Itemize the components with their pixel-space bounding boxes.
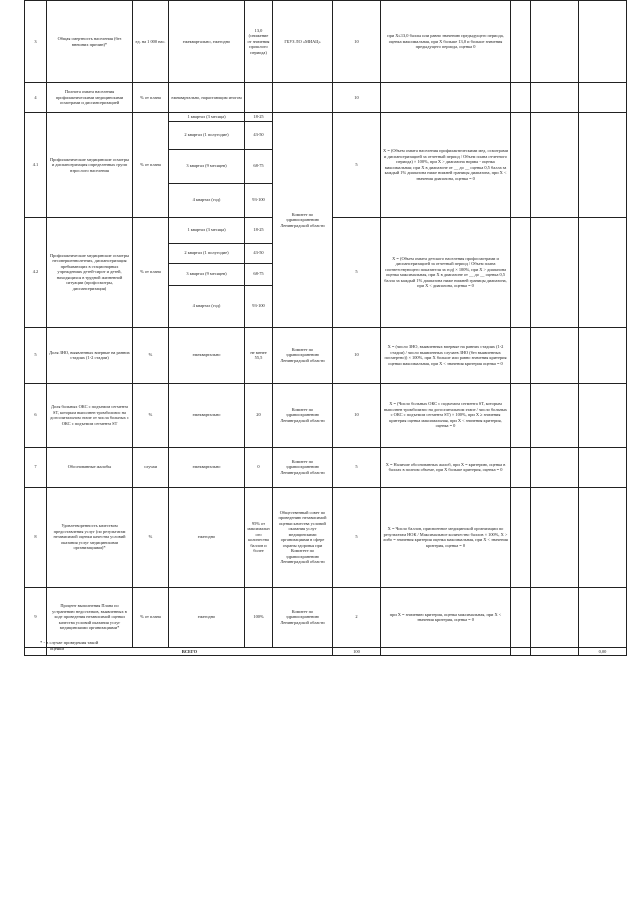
table-row (25, 327, 627, 383)
unit-cell: % от плана (133, 587, 169, 647)
period-cell: 4 квартал (год) (169, 183, 245, 217)
source-cell: Общественный совет по проведению независимой оценки качества условий оказания услуг медицинскими организациями в сфере охраны здоровья при Комитете по здравоохранению Ленинградской области (273, 487, 333, 587)
source-cell: Комитет по здравоохранению Ленинградской области (273, 383, 333, 447)
empty-cell (579, 113, 627, 218)
weight-cell: 5 (333, 217, 381, 327)
weight-cell: 2 (333, 587, 381, 647)
empty-cell (511, 113, 531, 218)
indicator-name: Профилактические медицинские осмотры несовершеннолетних, диспансеризация пребывающих в стационарных учреждениях детей-сирот и детей, находящихся в трудной жизненной ситуации (профосмотры, диспансеризация) (47, 217, 133, 327)
period-cell: ежеквартально (169, 383, 245, 447)
weight-cell: 5 (333, 487, 381, 587)
total-weight: 100 (333, 647, 381, 656)
row-number: 4.1 (25, 113, 47, 218)
period-cell: ежеквартально, ежегодно (169, 1, 245, 83)
table-row (25, 487, 627, 587)
period-cell: ежеквартально, нарастающим итогом (169, 83, 245, 113)
criterion-value: 68-75 (245, 149, 273, 183)
criterion-value: 20 (245, 383, 273, 447)
period-cell: 3 квартал (9 месяцев) (169, 263, 245, 285)
criterion-value: 18-25 (245, 113, 273, 122)
method-cell: Х = Наличие обоснованных жалоб, при Х = критерию, оценка в баллах в полном объеме, при Х больше критерия, оценка = 0 (381, 447, 511, 487)
empty-cell (531, 327, 579, 383)
empty-cell (531, 383, 579, 447)
empty-cell (273, 83, 333, 113)
empty-cell (531, 217, 579, 327)
empty-cell (531, 447, 579, 487)
source-cell: Комитет по здравоохранению Ленинградской области (273, 327, 333, 383)
indicator-name: Доля больных ОКС с подъемом сегмента ST, которым выполнен тромболизис на догоспитальном этапе от числа больных с ОКС с подъемом сегмента ST (47, 383, 133, 447)
row-number: 6 (25, 383, 47, 447)
period-cell: ежегодно (169, 587, 245, 647)
period-cell: ежеквартально (169, 447, 245, 487)
empty-cell (579, 327, 627, 383)
empty-cell (511, 383, 531, 447)
method-cell: при Х = значению критерия, оценка максимальная, при Х < значения критерия, оценка = 0 (381, 587, 511, 647)
method-cell: Х = (Объем охвата детского населения профосмотрами и диспансеризацией за отчетный период / Объем плана соответствующего показателя за год) × 100%, при Х > диапазона оценка максимальная, при Х в диапазоне от __ до __ оценка 0,5 балла за каждый 1% диапазона ниже нижней границы диапазона, при Х < диапазона, оценка = 0 (381, 217, 511, 327)
unit-cell: % от плана (133, 113, 169, 218)
row-number: 5 (25, 327, 47, 383)
indicator-name: Удовлетворенность качеством предоставления услуг (по результатам независимой оценки качества условий оказания услуг медицинскими организациями)* (47, 487, 133, 587)
empty-cell (579, 383, 627, 447)
row-number: 4.2 (25, 217, 47, 327)
row-number: 4 (25, 83, 47, 113)
criterion-value: не менее 55,5 (245, 327, 273, 383)
unit-cell: % (133, 327, 169, 383)
indicator-name: Профилактические медицинские осмотры и диспансеризация определенных групп взрослого населения (47, 113, 133, 218)
period-cell: 4 квартал (год) (169, 285, 245, 327)
criterion-value: 43-50 (245, 243, 273, 263)
weight-cell: 5 (333, 113, 381, 218)
row-number: 8 (25, 487, 47, 587)
empty-cell (511, 83, 531, 113)
weight-cell: 10 (333, 83, 381, 113)
empty-cell (245, 83, 273, 113)
source-cell: Комитет по здравоохранению Ленинградской области (273, 447, 333, 487)
table-row (25, 1, 627, 83)
unit-cell: % (133, 383, 169, 447)
table-row (25, 113, 627, 122)
total-score: 0,00 (579, 647, 627, 656)
empty-cell (511, 647, 531, 656)
empty-cell (531, 587, 579, 647)
empty-cell (531, 113, 579, 218)
period-cell: 2 квартал (1 полугодие) (169, 121, 245, 149)
table-row (25, 587, 627, 647)
empty-cell (579, 587, 627, 647)
source-cell: Комитет по здравоохранению Ленинградской области (273, 113, 333, 328)
weight-cell: 10 (333, 327, 381, 383)
method-cell: Х = Число баллов, присвоенное медицинской организации по результатам НОК / Максимальное количество баллов × 100%, Х > либо = значения критерия оценка максимальная, при Х < значения критерия, оценка = 0 (381, 487, 511, 587)
method-cell: Х = (число ЗНО, выявленных впервые на ранних стадиях (1-2 стадии) / число выявленных случаев ЗНО (без выявленных посмертно)) × 100%, при Х больше или равно значения критерия оценки максимальная, при Х < значения критерия оценка = 0 (381, 327, 511, 383)
indicator-name: Процент выполнения Плана по устранению недостатков, выявленных в ходе проведения независимой оценки качества условий оказания услуг медицинскими организациями* (47, 587, 133, 647)
criterion-value: 13,0 (снижение от значения прошлого периода) (245, 1, 273, 83)
unit-cell: ед. на 1 000 нас. (133, 1, 169, 83)
indicator-name: Доля ЗНО, выявленных впервые на ранних стадиях (1-2 стадии) (47, 327, 133, 383)
table-row (25, 83, 627, 113)
empty-cell (579, 1, 627, 83)
empty-cell (531, 487, 579, 587)
weight-cell: 5 (333, 447, 381, 487)
criterion-value: 18-25 (245, 217, 273, 243)
footnote-line: оценки (50, 645, 64, 651)
source-cell: Комитет по здравоохранению Ленинградской области (273, 587, 333, 647)
unit-cell: % (133, 487, 169, 587)
table-row (25, 447, 627, 487)
criterion-value: 95% от максимального количества баллов и более (245, 487, 273, 587)
period-cell: 3 квартал (9 месяцев) (169, 149, 245, 183)
empty-cell (381, 647, 511, 656)
unit-cell: случаи (133, 447, 169, 487)
period-cell: ежегодно (169, 487, 245, 587)
footnote (40, 640, 130, 652)
indicator-name: Общая смертность населения (без внешних причин)* (47, 1, 133, 83)
method-cell: Х = (Объем охвата населения профилактическими мед. осмотрами и диспансеризацией за отчетный период / Объем плана отчетного периода) × 100%, при Х > диапазона нормы - оценка максимальная; при Х в диапазоне от __ до __ оценка 0,5 балла за каждый 1% диапазона ниже нижней границы диапазона, при Х < значения диапазона, оценка = 0 (381, 113, 511, 218)
indicator-name: Обоснованные жалобы (47, 447, 133, 487)
empty-cell (381, 83, 511, 113)
criterion-value: 43-50 (245, 121, 273, 149)
total-label: ВСЕГО (47, 647, 333, 656)
empty-cell (531, 647, 579, 656)
period-cell: 1 квартал (3 месяца) (169, 217, 245, 243)
row-number: 3 (25, 1, 47, 83)
source-cell: ГБУЗ ЛО «МИАЦ» (273, 1, 333, 83)
empty-cell (579, 487, 627, 587)
unit-cell: % от плана (133, 83, 169, 113)
weight-cell: 10 (333, 383, 381, 447)
empty-cell (511, 327, 531, 383)
criterion-value: 0 (245, 447, 273, 487)
empty-cell (511, 587, 531, 647)
empty-cell (511, 1, 531, 83)
period-cell: ежеквартально (169, 327, 245, 383)
method-cell: Х = (Число больных ОКС с подъемом сегмента ST, которым выполнен тромболизис на догоспитальном этапе / число больных с ОКС с подъемом сегмента ST) × 100%, при Х ≥ значения критерия оценка максимальная, при Х < значения критерия, оценка = 0 (381, 383, 511, 447)
empty-cell (531, 83, 579, 113)
period-cell: 2 квартал (1 полугодие) (169, 243, 245, 263)
table-row (25, 383, 627, 447)
weight-cell: 10 (333, 1, 381, 83)
empty-cell (579, 83, 627, 113)
criterion-value: 68-75 (245, 263, 273, 285)
criterion-value: 93-100 (245, 285, 273, 327)
row-number: 9 (25, 587, 47, 647)
criterion-value: 93-100 (245, 183, 273, 217)
criteria-table (24, 0, 627, 656)
empty-cell (511, 217, 531, 327)
row-number: 7 (25, 447, 47, 487)
empty-cell (531, 1, 579, 83)
unit-cell: % от плана (133, 217, 169, 327)
empty-cell (579, 217, 627, 327)
empty-cell (579, 447, 627, 487)
criterion-value: 100% (245, 587, 273, 647)
method-cell: при Х≤13,0 баллы или равно значению предыдущего периода, оценка максимальная, при Х больше 13,0 и больше значения предыдущего периода, оценка 0 (381, 1, 511, 83)
period-cell: 1 квартал (3 месяца) (169, 113, 245, 122)
indicator-name: Полнота охвата населения профилактическими медицинскими осмотрами и диспансеризацией (47, 83, 133, 113)
empty-cell (511, 487, 531, 587)
empty-cell (511, 447, 531, 487)
footnote-line: * - в случае проведения такой (40, 640, 99, 645)
